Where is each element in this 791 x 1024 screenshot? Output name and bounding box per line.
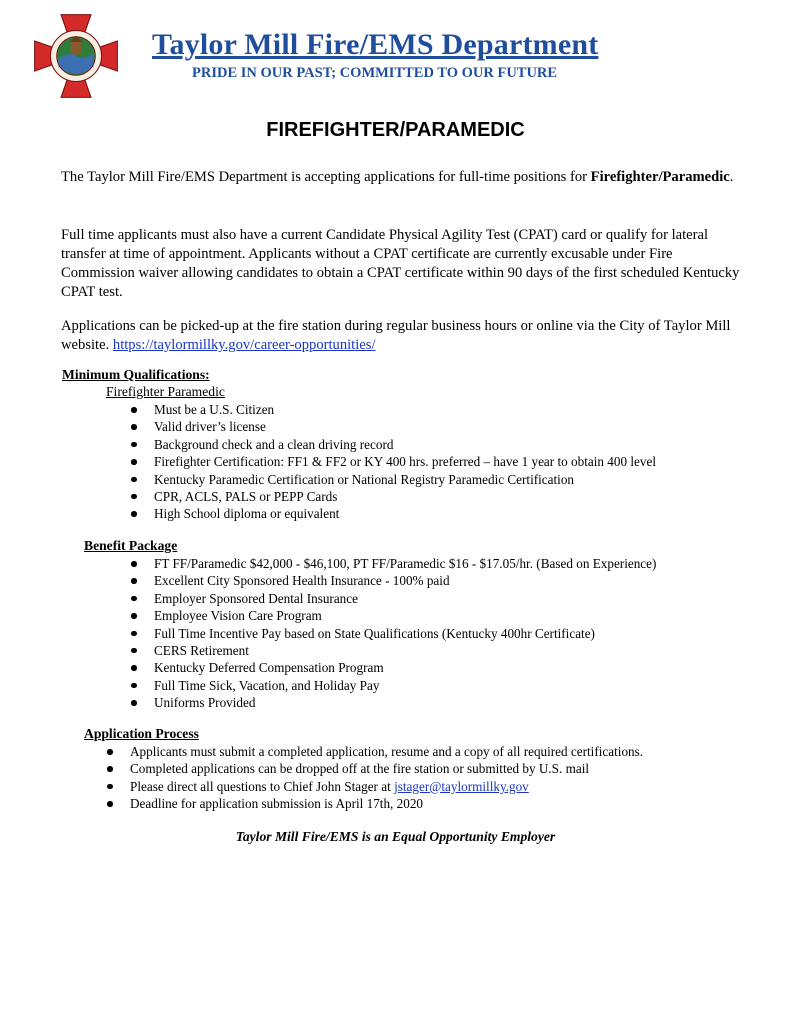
list-item-deadline: Deadline for application submission is April 17th, 2020 (106, 795, 643, 812)
list-item: Firefighter Certification: FF1 & FF2 or KY 400 hrs. preferred – have 1 year to obtain 400 level (130, 453, 656, 470)
minimum-qualifications-heading: Minimum Qualifications: (62, 367, 210, 382)
list-item: High School diploma or equivalent (130, 505, 656, 522)
application-process-heading: Application Process (84, 726, 199, 741)
applications-text: Applications can be picked-up at the fire station during regular business hours or online via the City of Taylor Mill website. (61, 318, 731, 353)
career-opportunities-link[interactable]: https://taylormillky.gov/career-opportunities/ (112, 337, 376, 353)
contact-email-link[interactable]: jstager@taylormillky.gov (394, 778, 529, 794)
position-title: Firefighter/Paramedic (590, 169, 730, 185)
applications-paragraph (61, 317, 741, 355)
list-item: Employee Vision Care Program (130, 607, 656, 624)
list-item: Completed applications can be dropped off at the fire station or submitted by U.S. mail (106, 760, 643, 777)
equal-opportunity-statement: Taylor Mill Fire/EMS is an Equal Opportunity Employer (235, 829, 556, 844)
intro-end: . (729, 169, 734, 185)
list-item: Applicants must submit a completed application, resume and a copy of all required certifications. (106, 743, 643, 760)
list-item: CERS Retirement (130, 642, 656, 659)
list-item: Valid driver’s license (130, 418, 656, 435)
list-item: Full Time Incentive Pay based on State Qualifications (Kentucky 400hr Certificate) (130, 625, 656, 642)
cpat-paragraph: Full time applicants must also have a current Candidate Physical Agility Test (CPAT) card or qualify for lateral transfer at time of appointment. Applicants without a CPAT certificate are currently excusable under Fire Commission waiver allowing candidates to obtain a CPAT certificate within 90 days of the first scheduled Kentucky CPAT test. (61, 227, 740, 300)
list-item: Full Time Sick, Vacation, and Holiday Pay (130, 677, 656, 694)
page-heading: FIREFIGHTER/PARAMEDIC (266, 119, 525, 141)
list-item: Employer Sponsored Dental Insurance (130, 590, 656, 607)
list-item: Excellent City Sponsored Health Insurance - 100% paid (130, 572, 656, 589)
list-item: CPR, ACLS, PALS or PEPP Cards (130, 488, 656, 505)
list-item: Kentucky Paramedic Certification or National Registry Paramedic Certification (130, 471, 656, 488)
list-item: Background check and a clean driving record (130, 436, 656, 453)
department-title: Taylor Mill Fire/EMS Department (152, 28, 599, 61)
intro-paragraph (61, 168, 741, 187)
process-list (106, 743, 643, 813)
list-item-contact (106, 778, 643, 795)
list-item: Uniforms Provided (130, 694, 656, 711)
intro-text: The Taylor Mill Fire/EMS Department is accepting applications for full-time positions for (61, 169, 591, 185)
firefighter-paramedic-subheading: Firefighter Paramedic (106, 384, 225, 399)
benefits-list (130, 555, 656, 712)
list-item: FT FF/Paramedic $42,000 - $46,100, PT FF/Paramedic $16 - $17.05/hr. (Based on Experience) (130, 555, 656, 572)
qualifications-list (130, 401, 656, 523)
department-motto: PRIDE IN OUR PAST; COMMITTED TO OUR FUTURE (192, 65, 558, 81)
benefit-package-heading: Benefit Package (84, 538, 178, 553)
department-logo (32, 12, 120, 100)
contact-text: Please direct all questions to Chief John Stager at (130, 778, 395, 794)
list-item: Must be a U.S. Citizen (130, 401, 656, 418)
list-item: Kentucky Deferred Compensation Program (130, 659, 656, 676)
